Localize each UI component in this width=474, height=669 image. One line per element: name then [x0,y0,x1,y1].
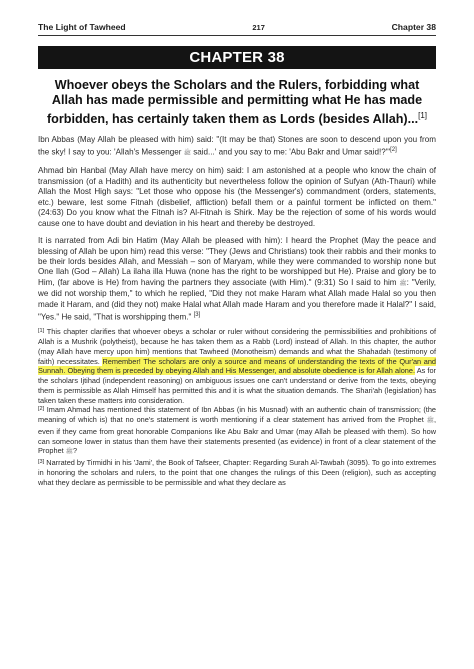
running-header [38,22,436,36]
page [38,22,436,487]
paragraph-ahmad-bin-hanbal: Ahmad bin Hanbal (May Allah have mercy on him) said: I am astonished at a people who know the chain of transmission (of a Hadith) and its authenticity but nevertheless follow the opinion of Sufyan (Ath-Thauri) while Allah the Most High says: "Let those who oppose his (the Messenger's) commandment (orders, statements, etc.) beware, lest some Fitnah (disbelief, affliction) befall them or a painful torment be inflicted on them." (24:63) Do you know what the Fitnah is? Al-Fitnah is Shirk. May be the rejection of some of his words would cause one to have doubt and deviation in his heart and thereby be destroyed. [38,166,436,228]
footnote-marker: [1] [38,328,45,335]
footnote-ref-2[interactable]: [2] [390,147,397,154]
page-number: 217 [252,23,265,32]
footnote-ref-1[interactable]: [1] [418,111,428,121]
salutation-icon: ﷺ [426,418,434,425]
chapter-title [38,78,436,128]
footnote-ref-3[interactable]: [3] [193,312,201,319]
footnote-2: [2] Imam Ahmad has mentioned this statement of Ibn Abbas (in his Musnad) with an authentic chain of transmission; (the meaning of which is) that no one's statement is worth mentioning if a clear statement has arrived from the Prophet ﷺ, even if they came from great honorable Companions like Abu Bakr and Umar (may Allah be pleased with them). So how can someone lower in status than them have their statements presented (as evidence) in front of a clear statement of the Prophet ﷺ? [38,405,437,456]
book-title: The Light of Tawheed [38,22,126,32]
footnote-1: [1] This chapter clarifies that whoever obeys a scholar or ruler without considering the permissibilities and prohibitions of Allah is a Mushrik (polytheist), because he has taken them as a Rabb (Lord) instead of Allah. In this chapter, the author (may Allah have mercy upon him) mentions that Tawheed (Monotheism) demands and what the Shahadah (testimony of faith) necessitates. Remember! The scholars are only a source and means of understanding the texts of the Qur'an and Sunnah. Obeying them is preceded by obeying Allah and His Messenger, and absolute obedience is for Allah alone. As for the scholars Ijtihad (independent reasoning) on ambiguous issues one can't understand or derive from the texts, obeying them is permissible as Allah Himself has permitted this and it is what the situation demands. The Shari'ah (legislation) has taken taken these matters into consideration. [38,327,437,405]
salutation-icon: ﷺ [65,449,74,456]
chapter-heading: CHAPTER 38 [38,46,436,69]
highlighted-text: Remember! The scholars are only a source and means of understanding the texts of the Qur'an and Sunnah. Obeying them is preceded by obeying Allah and His Messenger, and absolute obedience is for Allah alone. [38,356,437,376]
salutation-icon: ﷺ [399,280,407,287]
footnote-marker: [2] [38,406,45,413]
paragraph-adi-bin-hatim: It is narrated from Adi bin Hatim (May Allah be pleased with him): I heard the Prophet (May the peace and blessing of Allah be upon him) read this verse: "They (Jews and Christians) took their rabbis and their monks to be their lords besides Allah, and Messiah – son of Maryam, while they were commanded to worship none but One Ilah (God – Allah) La ilaha illa Huwa (none has the right to be worshipped but He). Praise and glory be to Him, (far above is He) from having the partners they associate (with Him)." (9:31) So I said to him ﷺ: "Verily, we did not worship them," to which he replied, "Did they not make Haram what Allah made Halal so you then made it Haram, and (did they not) make Halal what Allah made Haram and you therefore made it Halal?" I said, "Yes." He said, "That is worshipping them." [3] [38,236,437,322]
footnotes [38,327,436,487]
chapter-title-text: Whoever obeys the Scholars and the Rulers, forbidding what Allah has made permissible and permitting what He has made forbidden, has certainly taken them as Lords (besides Allah)... [46,78,423,127]
footnote-marker: [3] [38,459,45,466]
chapter-label: Chapter 38 [391,22,436,32]
salutation-icon: ﷺ [183,150,191,157]
footnote-3: [3] Narrated by Tirmidhi in his 'Jami', the Book of Tafseer, Chapter: Regarding Surah Al-Tawbah (3095). To go into extremes in honoring the scholars and rulers, to the point that one changes the rulings of this Deen (religion), such as accepting what they declare as permissible to be permissible and what they declare as [38,458,437,487]
paragraph-ibn-abbas: Ibn Abbas (May Allah be pleased with him) said: "(It may be that) Stones are soon to descend upon you from the sky! I say to you: 'Allah's Messenger ﷺ said...' and you say to me: 'Abu Bakr and Umar said!?'"[2] [38,134,436,157]
